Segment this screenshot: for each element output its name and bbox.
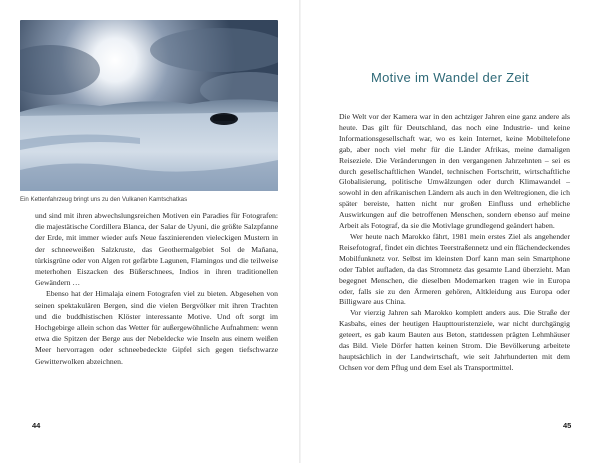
page-number-left: 44 [32,421,41,430]
page-gutter [299,0,301,463]
paragraph: Vor vierzig Jahren sah Marokko komplett anders aus. Die Straße der Kasbahs, eines der heutigen Haupttouristenziele, war nicht durchgängig geteert, es gab kaum Bauten aus Beton, stattdessen prägten Lehmhäuser das Bild. Viele Dörfer hatten keinen Strom. Die Bevölkerung arbeitete hauptsächlich in der Landwirtschaft, wie seit Jahrhunderten mit dem Ochsen vor dem Pflug und dem Esel als Transportmittel. [339,308,570,372]
paragraph: Ebenso hat der Himalaja einem Fotografen viel zu bieten. Abgesehen von seinen spektakulären Bergen, sind die vielen Bergvölker mit ihren Trachten und die buddhistischen Klöster interessante Motive. Und oft sorgt im Hochgebirge allein schon das Wetter für außergewöhnliche Aufnahmen: wenn etwa die Spitzen der Berge aus der Nebeldecke wie Inseln aus einem weißen Meer hervorragen oder schneebedeckte Gipfel sich gegen tiefschwarze Gewitterwolken abzeichnen. [35,289,278,366]
paragraph: Wer heute nach Marokko fährt, 1981 mein erstes Ziel als angehender Reisefotograf, findet ein dichtes Teerstraßennetz und ein flächendeckendes Mobilfunknetz vor. Selbst im kleinsten Dorf kann man sein Smartphone oder Tablet aufladen, da das Stromnetz das gesamte Land überzieht. Man begegnet Menschen, die dieselben Modemarken tragen wie in Europa oder, falls sie zu den Ärmeren gehören, Altkleidung aus Europa oder Billigware aus China. [339,231,570,307]
chapter-title: Motive im Wandel der Zeit [370,70,529,85]
right-text-column [339,112,570,374]
paragraph: Die Welt vor der Kamera war in den achtziger Jahren eine ganz andere als heute. Das gilt für Deutschland, das noch eine Industrie- und keine Informationsgesellschaft war, wo es kein Internet, keine Mobiltelefone gab, aber noch viel mehr für die Länder Afrikas, meine damaligen Reiseziele. Die Veränderungen in den vergangenen Jahrzehnten – sei es durch gesellschaftlichen Wandel, technischen Fortschritt, wirtschaftliche Globalisierung, politische Umwälzungen oder durch Klimawandel – sowohl in den afrikanischen Ländern als auch in den Weltregionen, die ich später bereiste, hatten nicht nur großen Einfluss und erhebliche Auswirkungen auf die betroffenen Menschen, sondern ebenso auf meine Arbeit als Fotograf, da sie die Motivlage grundlegend geändert haben. [339,112,570,231]
paragraph: und sind mit ihren abwechslungsreichen Motiven ein Paradies für Fotografen: die majestätische Cordillera Blanca, der Salar de Uyuni, die größte Salzpfanne der Erde, mit immer wieder aufs Neue faszinierenden vieleckigen Mustern in der schneeweißen Salzkruste, das Geothermalgebiet Sol de Mañana, türkisgrüne oder von Algen rot gefärbte Lagunen, Flamingos und die teilweise meterhohen Eiszacken des Büßerschnees, Indios in ihren traditionellen Gewändern … [35,211,278,288]
left-text-column [35,210,278,367]
tracked-vehicle-icon [210,113,238,125]
photo-caption: Ein Kettenfahrzeug bringt uns zu den Vulkanen Kamtschatkas [20,196,188,203]
page-number-right: 45 [563,421,572,430]
snow-landscape-photo [20,20,278,191]
